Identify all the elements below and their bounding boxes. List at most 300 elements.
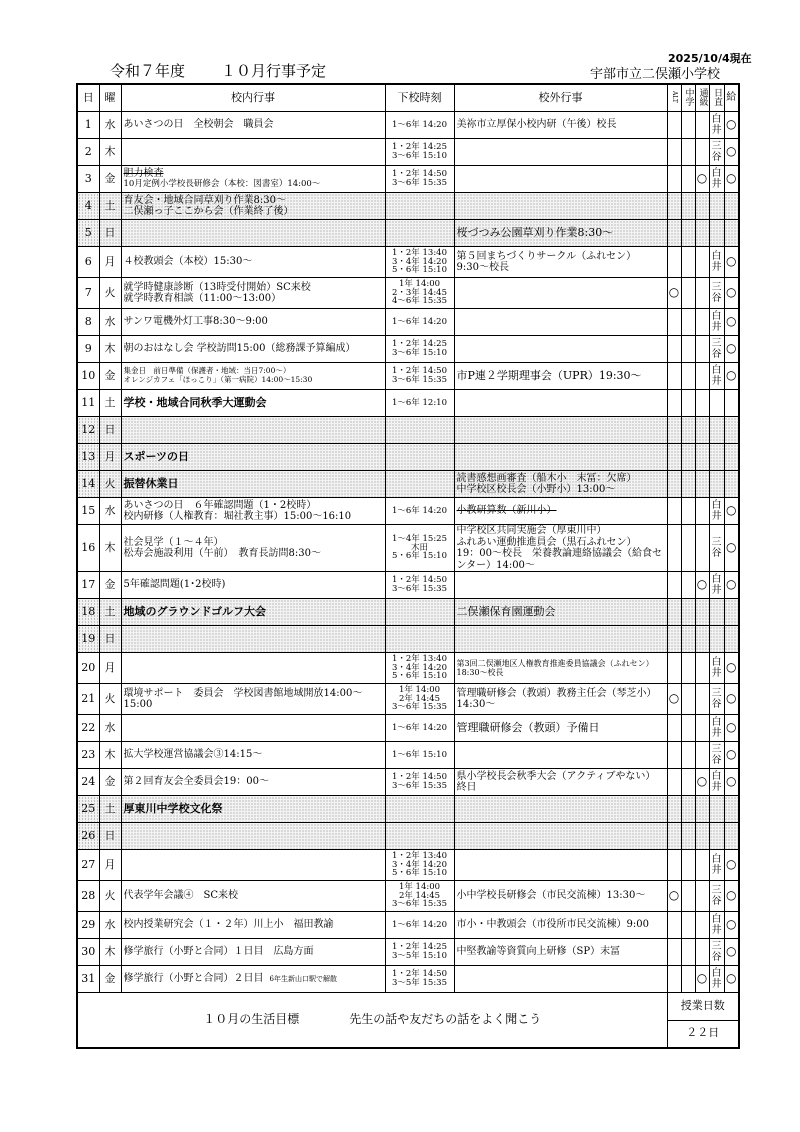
alt-mark: [667, 626, 681, 653]
duty-teacher: [709, 417, 724, 444]
in-school-text: 学校・地域合同秋季大運動会: [123, 395, 267, 409]
outside-events: [454, 112, 667, 139]
junior-high-mark: [681, 912, 695, 939]
alt-mark: [667, 166, 681, 193]
day-number: 19: [77, 626, 99, 653]
dismissal-time: 1～6年 14:20: [385, 498, 454, 525]
alt-mark: [667, 653, 681, 684]
schedule-row: [77, 881, 739, 912]
duty-teacher: 白 井: [709, 498, 724, 525]
day-number: 24: [77, 769, 99, 796]
meal-mark: ○: [724, 850, 739, 881]
tsukyu-mark: [695, 498, 709, 525]
duty-teacher: 白 井: [709, 715, 724, 742]
junior-high-mark: [681, 742, 695, 769]
junior-high-mark: [681, 626, 695, 653]
outside-events: [454, 471, 667, 498]
tsukyu-mark: [695, 390, 709, 417]
day-of-week: 日: [99, 220, 121, 247]
meal-mark: [724, 390, 739, 417]
col-meal: 給: [724, 84, 739, 112]
dismissal-time: 1・2年 14:50 3～6年 15:35: [385, 572, 454, 599]
duty-teacher: [709, 220, 724, 247]
in-school-events: [121, 336, 385, 363]
meal-mark: ○: [724, 336, 739, 363]
col-alt: ALT: [667, 84, 681, 112]
schedule-row: [77, 139, 739, 166]
schedule-row: [77, 309, 739, 336]
dismissal-time: [385, 444, 454, 471]
meal-mark: ○: [724, 939, 739, 966]
tsukyu-mark: [695, 939, 709, 966]
schedule-row: [77, 417, 739, 444]
in-school-text: 地域のグラウンドゴルフ大会: [123, 604, 267, 618]
outside-events: [454, 525, 667, 572]
alt-mark: [667, 742, 681, 769]
in-school-events: [121, 278, 385, 309]
junior-high-mark: [681, 823, 695, 850]
day-number: 12: [77, 417, 99, 444]
schedule-row: [77, 742, 739, 769]
dismissal-time: [385, 193, 454, 220]
duty-teacher: 三 谷: [709, 278, 724, 309]
meal-mark: [724, 220, 739, 247]
day-number: 15: [77, 498, 99, 525]
dismissal-time: 1年 14:00 2・3年 14:45 4～6年 15:35: [385, 278, 454, 309]
day-of-week: 月: [99, 850, 121, 881]
in-school-events: [121, 626, 385, 653]
day-of-week: 日: [99, 626, 121, 653]
junior-high-mark: [681, 247, 695, 278]
junior-high-mark: [681, 939, 695, 966]
tsukyu-mark: [695, 417, 709, 444]
tsukyu-mark: ○: [695, 166, 709, 193]
in-school-text: 修学旅行（小野と合同）１日目 広島方面: [123, 946, 314, 958]
schedule-row: [77, 166, 739, 193]
day-of-week: 土: [99, 599, 121, 626]
day-of-week: 木: [99, 139, 121, 166]
duty-teacher: 白 井: [709, 966, 724, 993]
meal-mark: ○: [724, 363, 739, 390]
schedule-row: [77, 626, 739, 653]
in-school-text: ４校教頭会（本校）15:30～: [123, 256, 253, 268]
outside-text: 県小学校長会秋季大会（アクティブやない）終日: [456, 770, 656, 793]
schedule-row: [77, 336, 739, 363]
day-of-week: 水: [99, 715, 121, 742]
schedule-row: [77, 247, 739, 278]
dismissal-time: [385, 220, 454, 247]
alt-mark: [667, 309, 681, 336]
dismissal-time: [385, 471, 454, 498]
alt-mark: [667, 444, 681, 471]
meal-mark: ○: [724, 966, 739, 993]
schedule-row: [77, 278, 739, 309]
day-number: 27: [77, 850, 99, 881]
alt-mark: [667, 220, 681, 247]
junior-high-mark: [681, 850, 695, 881]
goal-text: 先生の話や友だちの話をよく聞こう: [349, 1012, 542, 1027]
outside-text: 管理職研修会（教頭）予備日: [456, 720, 600, 734]
col-day: 日: [77, 84, 99, 112]
day-number: 16: [77, 525, 99, 572]
junior-high-mark: [681, 193, 695, 220]
meal-mark: [724, 444, 739, 471]
duty-teacher: 白 井: [709, 769, 724, 796]
tsukyu-mark: [695, 742, 709, 769]
duty-teacher: [709, 796, 724, 823]
alt-mark: [667, 336, 681, 363]
in-school-events: [121, 881, 385, 912]
duty-teacher: 三 谷: [709, 939, 724, 966]
schedule-row: [77, 599, 739, 626]
tsukyu-mark: [695, 112, 709, 139]
schedule-row: [77, 796, 739, 823]
day-number: 7: [77, 278, 99, 309]
duty-teacher: 三 谷: [709, 139, 724, 166]
schedule-row: [77, 966, 739, 993]
day-number: 13: [77, 444, 99, 471]
dismissal-time: 1・2年 14:50 3～6年 15:35: [385, 166, 454, 193]
duty-teacher: 白 井: [709, 247, 724, 278]
tsukyu-mark: [695, 336, 709, 363]
tsukyu-mark: [695, 912, 709, 939]
dismissal-time: 1～6年 12:10: [385, 390, 454, 417]
in-school-text: 代表学年会議④ SC来校: [123, 890, 239, 902]
in-school-text: 拡大学校運営協議会③14:15～: [123, 749, 263, 761]
junior-high-mark: [681, 715, 695, 742]
outside-text: 桜づつみ公園草刈り作業8:30～: [456, 225, 614, 239]
duty-teacher: 白 井: [709, 653, 724, 684]
alt-mark: [667, 390, 681, 417]
outside-events: [454, 417, 667, 444]
day-of-week: 水: [99, 112, 121, 139]
alt-mark: ○: [667, 684, 681, 715]
goal-label: １０月の生活目標: [203, 1012, 300, 1027]
schedule-table: [76, 83, 740, 1049]
day-number: 29: [77, 912, 99, 939]
tsukyu-mark: ○: [695, 966, 709, 993]
duty-teacher: 白 井: [709, 912, 724, 939]
day-number: 26: [77, 823, 99, 850]
school-days-value: ２２日: [686, 1026, 720, 1040]
day-of-week: 火: [99, 881, 121, 912]
outside-events: [454, 653, 667, 684]
outside-events: [454, 166, 667, 193]
outside-events: [454, 139, 667, 166]
outside-events: [454, 278, 667, 309]
col-tsukyu: 通級: [695, 84, 709, 112]
in-school-text: サンワ電機外灯工事8:30～9:00: [123, 316, 268, 328]
tsukyu-mark: [695, 278, 709, 309]
day-number: 14: [77, 471, 99, 498]
alt-mark: [667, 139, 681, 166]
day-of-week: 木: [99, 742, 121, 769]
title-text: １０月行事予定: [221, 62, 327, 80]
dismissal-time: [385, 626, 454, 653]
junior-high-mark: [681, 309, 695, 336]
in-school-text: 社会見学（１～４年） 松寿会施設利用（午前） 教育長訪問8:30～: [123, 536, 321, 559]
junior-high-mark: [681, 417, 695, 444]
in-school-events: [121, 525, 385, 572]
dismissal-time: 1～6年 14:20: [385, 112, 454, 139]
duty-teacher: 三 谷: [709, 525, 724, 572]
junior-high-mark: [681, 966, 695, 993]
dismissal-time: 1・2年 14:50 3～6年 15:35: [385, 769, 454, 796]
alt-mark: [667, 525, 681, 572]
outside-events: [454, 715, 667, 742]
tsukyu-mark: [695, 525, 709, 572]
in-school-note: 6年生新山口駅で解散: [269, 975, 337, 984]
meal-mark: ○: [724, 684, 739, 715]
in-school-text: 5年確認問題(1･2校時): [123, 579, 226, 591]
day-number: 31: [77, 966, 99, 993]
meal-mark: ○: [724, 166, 739, 193]
day-number: 6: [77, 247, 99, 278]
junior-high-mark: [681, 166, 695, 193]
tsukyu-mark: [695, 139, 709, 166]
schedule-row: [77, 572, 739, 599]
in-school-text: 校内授業研究会（１・２年）川上小 福田教諭: [123, 919, 334, 931]
tsukyu-mark: [695, 471, 709, 498]
tsukyu-mark: [695, 444, 709, 471]
day-number: 30: [77, 939, 99, 966]
in-school-text: 振替休業日: [123, 476, 179, 490]
day-of-week: 金: [99, 769, 121, 796]
in-school-events: [121, 912, 385, 939]
duty-teacher: [709, 390, 724, 417]
alt-mark: [667, 471, 681, 498]
school-days: [667, 993, 739, 1049]
in-school-text: スポーツの日: [123, 449, 190, 463]
day-number: 10: [77, 363, 99, 390]
in-school-events: [121, 966, 385, 993]
col-in-school: 校内行事: [121, 84, 385, 112]
dismissal-time: [385, 417, 454, 444]
tsukyu-mark: ○: [695, 572, 709, 599]
junior-high-mark: [681, 684, 695, 715]
day-of-week: 木: [99, 336, 121, 363]
outside-events: [454, 742, 667, 769]
junior-high-mark: [681, 444, 695, 471]
tsukyu-mark: ○: [695, 769, 709, 796]
duty-teacher: [709, 599, 724, 626]
outside-events: [454, 966, 667, 993]
title-year: 令和７年度: [110, 62, 186, 80]
in-school-events: [121, 363, 385, 390]
in-school-subtext: 10月定例小学校長研修会（本校：図書室）14:00～: [123, 178, 321, 189]
duty-teacher: 三 谷: [709, 881, 724, 912]
dismissal-time: 1・2年 13:40 3・4年 14:20 5・6年 15:10: [385, 247, 454, 278]
outside-events: [454, 684, 667, 715]
outside-events: [454, 390, 667, 417]
day-number: 18: [77, 599, 99, 626]
day-number: 2: [77, 139, 99, 166]
alt-mark: [667, 363, 681, 390]
outside-text: 小中学校長研修会（市民交流棟）13:30～: [456, 890, 646, 902]
meal-mark: [724, 193, 739, 220]
schedule-row: [77, 525, 739, 572]
schedule-row: [77, 498, 739, 525]
in-school-events: [121, 193, 385, 220]
junior-high-mark: [681, 599, 695, 626]
day-number: 20: [77, 653, 99, 684]
day-number: 17: [77, 572, 99, 599]
school-days-label: 授業日数: [668, 993, 739, 1020]
meal-mark: [724, 626, 739, 653]
day-number: 25: [77, 796, 99, 823]
outside-text: 美祢市立厚保小校内研（午後）校長: [456, 119, 617, 131]
schedule-row: [77, 823, 739, 850]
duty-teacher: 白 井: [709, 572, 724, 599]
outside-events: [454, 444, 667, 471]
col-outside: 校外行事: [454, 84, 667, 112]
day-of-week: 火: [99, 471, 121, 498]
outside-events: [454, 336, 667, 363]
tsukyu-mark: [695, 796, 709, 823]
outside-events: [454, 850, 667, 881]
schedule-row: [77, 912, 739, 939]
in-school-text: あいさつの日 全校朝会 職員会: [123, 119, 274, 131]
alt-mark: [667, 939, 681, 966]
schedule-row: [77, 653, 739, 684]
alt-mark: [667, 715, 681, 742]
tsukyu-mark: [695, 823, 709, 850]
col-dow: 曜: [99, 84, 121, 112]
tsukyu-mark: [695, 653, 709, 684]
in-school-events: [121, 139, 385, 166]
in-school-events: [121, 112, 385, 139]
tsukyu-mark: [695, 684, 709, 715]
dismissal-time: 1～6年 15:10: [385, 742, 454, 769]
in-school-events: [121, 715, 385, 742]
dismissal-time: 1・2年 13:40 3・4年 14:20 5・6年 15:10: [385, 653, 454, 684]
in-school-events: [121, 390, 385, 417]
outside-events: [454, 572, 667, 599]
outside-text: 読書感想画審査（船木小 末冨：欠席） 中学校区校長会（小野小）13:00～: [456, 472, 637, 495]
page-title: [110, 60, 326, 81]
duty-teacher: [709, 193, 724, 220]
junior-high-mark: [681, 769, 695, 796]
meal-mark: ○: [724, 912, 739, 939]
outside-events: [454, 247, 667, 278]
in-school-text: 環境サポート 委員会 学校図書館地域開放14:00～15:00: [123, 687, 363, 710]
day-of-week: 金: [99, 363, 121, 390]
dismissal-time: 1～6年 14:20: [385, 715, 454, 742]
day-of-week: 水: [99, 498, 121, 525]
in-school-events: [121, 417, 385, 444]
duty-teacher: 白 井: [709, 166, 724, 193]
tsukyu-mark: [695, 220, 709, 247]
in-school-events: [121, 850, 385, 881]
duty-teacher: 三 谷: [709, 742, 724, 769]
in-school-text: 朝のおはなし会 学校訪問15:00（総務課予算編成）: [123, 343, 356, 355]
meal-mark: ○: [724, 769, 739, 796]
dismissal-time: 1・2年 14:50 3～6年 15:35: [385, 363, 454, 390]
outside-events: [454, 626, 667, 653]
alt-mark: [667, 796, 681, 823]
school-name: 宇部市立二俣瀬小学校: [590, 67, 721, 82]
day-of-week: 月: [99, 653, 121, 684]
outside-text: 第５回まちづくりサークル（ふれセン） 9:30～校長: [456, 250, 637, 273]
day-of-week: 日: [99, 823, 121, 850]
dismissal-time: [385, 796, 454, 823]
outside-events: [454, 823, 667, 850]
dismissal-time: 1年 14:00 2年 14:45 3～6年 15:35: [385, 684, 454, 715]
schedule-row: [77, 444, 739, 471]
meal-mark: ○: [724, 139, 739, 166]
alt-mark: [667, 966, 681, 993]
day-number: 8: [77, 309, 99, 336]
tsukyu-mark: [695, 715, 709, 742]
in-school-text: 厚東川中学校文化祭: [123, 801, 223, 815]
outside-text: 中学校区共同実施会（厚東川中） ふれあい運動推進員会（黒石ふれセン） 19：00～校長 栄養教論連絡協議会（給食センター）14:00～: [456, 525, 662, 571]
dismissal-time: 1・2年 13:40 3・4年 14:20 5・6年 15:10: [385, 850, 454, 881]
schedule-row: [77, 684, 739, 715]
day-of-week: 土: [99, 390, 121, 417]
schedule-row: [77, 112, 739, 139]
junior-high-mark: [681, 881, 695, 912]
in-school-events: [121, 599, 385, 626]
meal-mark: ○: [724, 278, 739, 309]
schedule-row: [77, 939, 739, 966]
day-of-week: 火: [99, 278, 121, 309]
duty-teacher: 三 谷: [709, 684, 724, 715]
outside-events: [454, 363, 667, 390]
outside-events: [454, 796, 667, 823]
junior-high-mark: [681, 220, 695, 247]
day-of-week: 金: [99, 966, 121, 993]
in-school-events: [121, 653, 385, 684]
duty-teacher: 白 井: [709, 309, 724, 336]
monthly-goal: [77, 993, 667, 1049]
day-of-week: 土: [99, 796, 121, 823]
meal-mark: ○: [724, 742, 739, 769]
meal-mark: [724, 823, 739, 850]
in-school-events: [121, 220, 385, 247]
day-of-week: 月: [99, 444, 121, 471]
outside-events: [454, 912, 667, 939]
alt-mark: [667, 769, 681, 796]
in-school-text: 集金日 前日準備（保護者・地域：当日7:00～） オレンジカフェ「ほっこり」（第一病院）14:00～15:30: [123, 366, 313, 384]
outside-events: [454, 498, 667, 525]
in-school-events: [121, 471, 385, 498]
junior-high-mark: [681, 653, 695, 684]
dismissal-time: [385, 823, 454, 850]
in-school-events: [121, 939, 385, 966]
day-of-week: 水: [99, 309, 121, 336]
duty-teacher: 白 井: [709, 850, 724, 881]
meal-mark: ○: [724, 715, 739, 742]
dismissal-time: 1～6年 14:20: [385, 912, 454, 939]
junior-high-mark: [681, 525, 695, 572]
outside-events: [454, 769, 667, 796]
alt-mark: ○: [667, 278, 681, 309]
day-of-week: 火: [99, 684, 121, 715]
in-school-events: [121, 166, 385, 193]
meal-mark: ○: [724, 112, 739, 139]
meal-mark: [724, 471, 739, 498]
in-school-events: [121, 742, 385, 769]
meal-mark: ○: [724, 247, 739, 278]
tsukyu-mark: [695, 881, 709, 912]
junior-high-mark: [681, 572, 695, 599]
alt-mark: [667, 247, 681, 278]
junior-high-mark: [681, 471, 695, 498]
in-school-events: [121, 684, 385, 715]
dismissal-time: 1・2年 14:25 3～6年 15:10: [385, 139, 454, 166]
tsukyu-mark: [695, 309, 709, 336]
tsukyu-mark: [695, 247, 709, 278]
